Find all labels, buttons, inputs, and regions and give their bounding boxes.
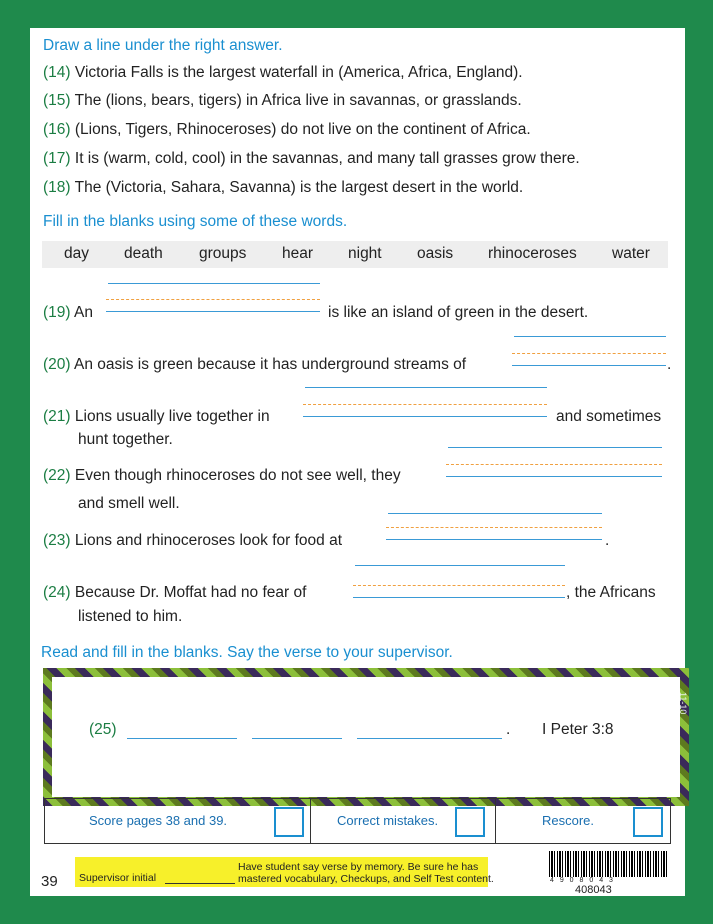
- side-code: 11-10: [678, 692, 688, 715]
- blank-19[interactable]: [106, 299, 320, 312]
- correct-checkbox[interactable]: [455, 807, 485, 837]
- word-bank-item: oasis: [417, 245, 454, 262]
- question-23-end: .: [605, 532, 610, 549]
- word-bank-item: night: [348, 245, 382, 262]
- question-24-end: , the Africans: [566, 584, 656, 601]
- score-table: [44, 798, 671, 844]
- question-21-line2: hunt together.: [78, 431, 173, 448]
- question-22: (22) Even though rhinoceroses do not see well, they: [43, 467, 401, 484]
- question-15: (15) The (lions, bears, tigers) in Africa live in savannas, or grasslands.: [43, 92, 522, 109]
- question-18: (18) The (Victoria, Sahara, Savanna) is the largest desert in the world.: [43, 179, 524, 196]
- supervisor-initial-label: Supervisor initial: [79, 872, 157, 884]
- blank-22[interactable]: [446, 464, 662, 477]
- answer-line: [388, 513, 602, 514]
- question-14: (14) Victoria Falls is the largest waterfall in (America, Africa, England).: [43, 64, 523, 81]
- answer-line: [108, 283, 320, 284]
- question-16: (16) (Lions, Tigers, Rhinoceroses) do not live on the continent of Africa.: [43, 121, 531, 138]
- verse-box: [43, 668, 689, 806]
- supervisor-initial-line[interactable]: [165, 883, 235, 884]
- answer-line: [355, 565, 565, 566]
- question-24: (24) Because Dr. Moffat had no fear of: [43, 584, 307, 601]
- supervisor-note-line1: Have student say verse by memory. Be sure he has: [238, 861, 479, 873]
- question-20-end: .: [667, 356, 672, 373]
- score-label: Score pages 38 and 39.: [89, 813, 228, 828]
- word-bank-item: groups: [199, 245, 247, 262]
- blank-23[interactable]: [386, 527, 602, 540]
- question-17: (17) It is (warm, cold, cool) in the savannas, and many tall grasses grow there.: [43, 150, 580, 167]
- score-cell: [45, 799, 311, 843]
- answer-line: [305, 387, 547, 388]
- worksheet-page: [30, 28, 685, 896]
- barcode-digits: 4 9 0 8 0 4 3: [550, 877, 615, 884]
- word-bank-item: death: [124, 245, 163, 262]
- verse-blank-2[interactable]: [252, 738, 342, 739]
- question-21-end: and sometimes: [556, 408, 662, 425]
- verse-blank-1[interactable]: [127, 738, 237, 739]
- answer-line: [448, 447, 662, 448]
- score-checkbox[interactable]: [274, 807, 304, 837]
- word-bank-item: water: [612, 245, 650, 262]
- correct-cell: [310, 799, 496, 843]
- blank-20[interactable]: [512, 353, 666, 366]
- question-19: (19) An: [43, 304, 93, 321]
- question-25-number: (25): [89, 721, 117, 738]
- barcode: [549, 851, 667, 877]
- section2-heading: Fill in the blanks using some of these words.: [43, 213, 348, 230]
- verse-blank-3[interactable]: [357, 738, 502, 739]
- section1-heading: Draw a line under the right answer.: [43, 37, 283, 54]
- rescore-cell: [495, 799, 670, 843]
- word-bank: [42, 241, 668, 268]
- supervisor-note: [75, 857, 494, 887]
- rescore-checkbox[interactable]: [633, 807, 663, 837]
- blank-21[interactable]: [303, 404, 547, 417]
- verse-end: .: [506, 721, 511, 738]
- section3-heading: Read and fill in the blanks. Say the verse to your supervisor.: [41, 644, 453, 661]
- question-20: (20) An oasis is green because it has underground streams of: [43, 356, 467, 373]
- correct-label: Correct mistakes.: [337, 813, 439, 828]
- verse-reference: I Peter 3:8: [542, 721, 614, 738]
- question-19-end: is like an island of green in the desert.: [328, 304, 589, 321]
- question-21: (21) Lions usually live together in: [43, 408, 270, 425]
- word-bank-item: hear: [282, 245, 314, 262]
- product-code: 408043: [575, 884, 612, 896]
- rescore-label: Rescore.: [542, 813, 595, 828]
- supervisor-note-line2: mastered vocabulary, Checkups, and Self Test content.: [238, 873, 494, 885]
- answer-line: [514, 336, 666, 337]
- question-23: (23) Lions and rhinoceroses look for food at: [43, 532, 343, 549]
- question-24-line2: listened to him.: [78, 608, 183, 625]
- word-bank-item: rhinoceroses: [488, 245, 577, 262]
- word-bank-item: day: [64, 245, 89, 262]
- question-22-line2: and smell well.: [78, 495, 180, 512]
- page-number: 39: [41, 873, 58, 890]
- blank-24[interactable]: [353, 585, 565, 598]
